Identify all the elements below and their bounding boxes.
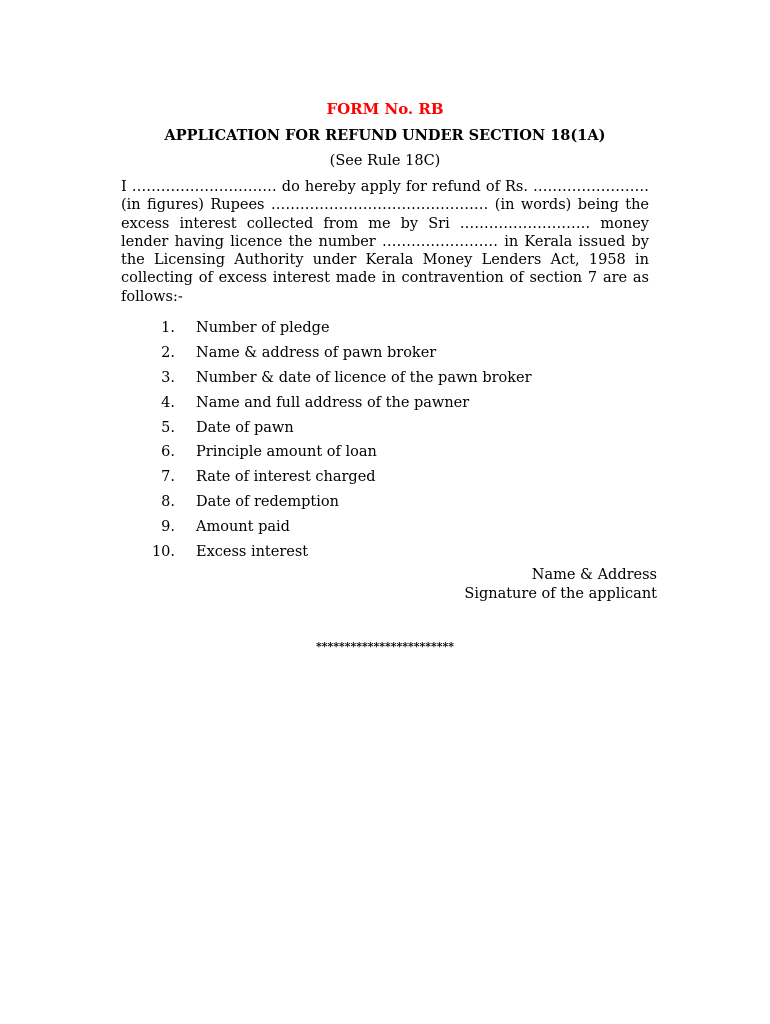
item-number: 2.: [161, 344, 175, 361]
stars-divider: ************************: [315, 640, 455, 653]
item-number: 8.: [161, 494, 175, 511]
item-number: 1.: [161, 320, 175, 336]
item-number: 3.: [161, 369, 175, 386]
item-text: Name & address of pawn broker: [196, 344, 437, 361]
list-item: [121, 343, 661, 368]
name-address-label: Name & Address: [531, 567, 657, 583]
item-number: 4.: [161, 394, 175, 411]
list-item: [121, 442, 661, 467]
list-item: [121, 467, 661, 492]
item-text: Rate of interest charged: [196, 469, 376, 486]
list-item: [121, 542, 661, 567]
list-item: [121, 517, 661, 542]
form-number: FORM No. RB: [326, 100, 444, 118]
item-number: 5.: [161, 419, 175, 436]
list-item: [121, 368, 661, 393]
signature-label: Signature of the applicant: [464, 585, 657, 602]
form-rule-reference: (See Rule 18C): [329, 153, 441, 169]
item-text: Principle amount of loan: [196, 444, 377, 461]
list-item: [121, 492, 661, 517]
form-title: APPLICATION FOR REFUND UNDER SECTION 18(1A): [164, 127, 606, 144]
item-number: 9.: [161, 519, 175, 536]
item-text: Number & date of licence of the pawn broker: [196, 369, 532, 386]
item-number: 6.: [161, 444, 175, 461]
item-text: Date of redemption: [196, 494, 339, 511]
list-item: [121, 318, 661, 343]
details-list: [121, 318, 661, 567]
item-number: 7.: [161, 469, 175, 486]
item-text: Name and full address of the pawner: [196, 394, 470, 411]
item-text: Amount paid: [196, 519, 290, 536]
application-paragraph: I ………………………… do hereby apply for refund of Rs. …………………… (in figures) Rupees ……………………………………… (in words) being the excess interest collected from me by Sri ……………………… money lender having licence the number …………………… in Kerala issued by the Licensing Authority under Kerala Money Lenders Act, 1958 in collecting of excess interest made in contravention of section 7 are as follows:-: [121, 179, 649, 305]
item-text: Date of pawn: [196, 419, 294, 436]
list-item: [121, 418, 661, 443]
item-number: 10.: [151, 544, 175, 561]
item-text: Excess interest: [196, 544, 309, 561]
item-text: Number of pledge: [196, 320, 330, 336]
signature-block: [464, 566, 657, 603]
list-item: [121, 393, 661, 418]
